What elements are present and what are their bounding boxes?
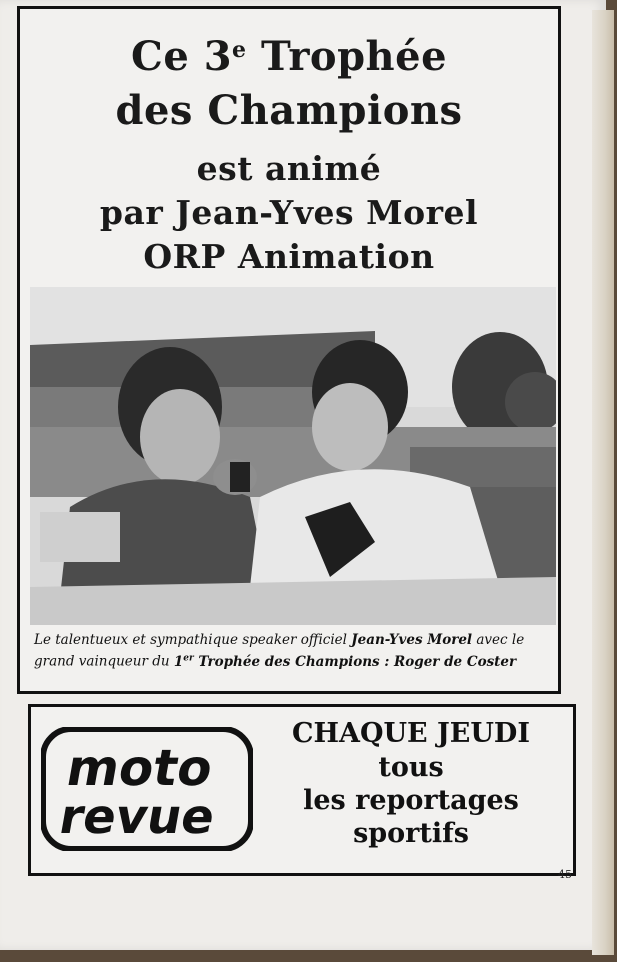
headline-line-1: Ce 3e Trophée bbox=[130, 33, 448, 80]
ad-line-2: tous bbox=[378, 752, 444, 783]
ad-text bbox=[261, 717, 561, 850]
moto-revue-logo bbox=[41, 727, 253, 851]
page-number: 45 bbox=[558, 868, 572, 881]
headline-line-4: par Jean-Yves Morel bbox=[99, 193, 479, 232]
photo-caption: Le talentueux et sympathique speaker officiel Jean-Yves Morel avec le grand vainqueur du 1er Trophée des Champions : Roger de Coster bbox=[34, 632, 525, 670]
headline-line-2: des Champions bbox=[115, 87, 463, 134]
svg-text:revue: revue bbox=[55, 789, 220, 845]
ad-line-1: CHAQUE JEUDI bbox=[292, 718, 530, 749]
headline-line-5: ORP Animation bbox=[143, 237, 435, 276]
page-edge bbox=[592, 10, 614, 955]
ad-line-3: les reportages bbox=[303, 785, 519, 816]
speaker-photo bbox=[30, 287, 556, 625]
headline-line-3: est animé bbox=[196, 149, 382, 188]
svg-text:moto: moto bbox=[62, 738, 218, 797]
announcement-box bbox=[17, 6, 561, 694]
ad-line-4: sportifs bbox=[353, 818, 469, 849]
advertisement-box bbox=[28, 704, 576, 876]
